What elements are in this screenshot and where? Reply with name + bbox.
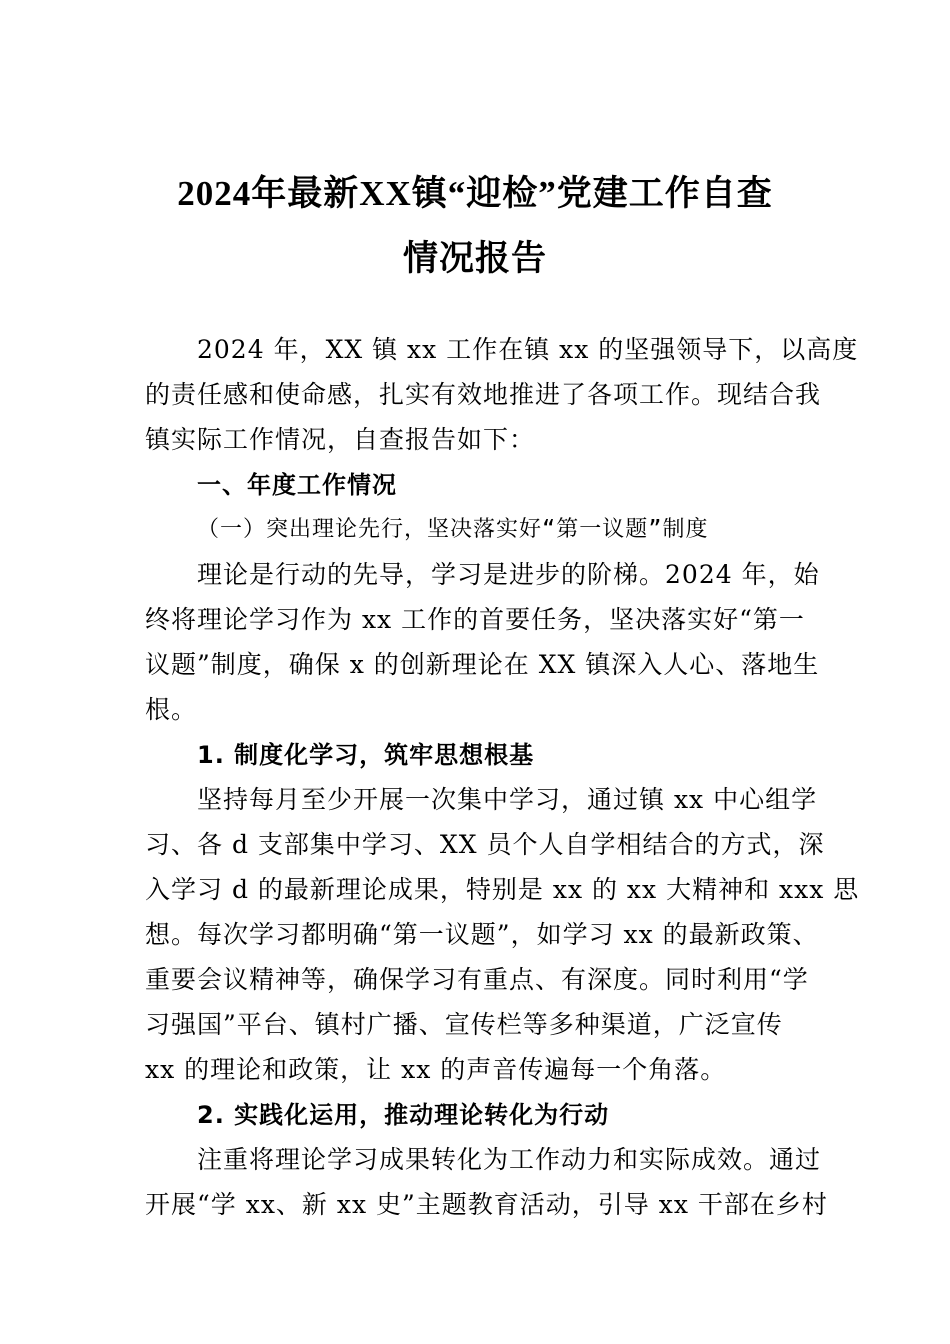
intro-line: 镇实际工作情况，自查报告如下： xyxy=(145,425,536,454)
intro-line: 的责任感和使命感，扎实有效地推进了各项工作。现结合我 xyxy=(145,380,822,409)
paragraph-line: 开展“学 xx、新 xx 史”主题教育活动，引导 xx 干部在乡村 xyxy=(145,1190,828,1219)
document-title-line-1: 2024年最新XX镇“迎检”党建工作自查 xyxy=(177,174,773,213)
document-title-line-2: 情况报告 xyxy=(402,239,547,278)
paragraph-line: 入学习 d 的最新理论成果，特别是 xx 的 xx 大精神和 xxx 思 xyxy=(145,875,860,904)
subsection-heading: （一）突出理论先行，坚决落实好“第一议题”制度 xyxy=(197,517,709,542)
item-heading: 1. 制度化学习，筑牢思想根基 xyxy=(197,741,535,769)
paragraph-line: xx 的理论和政策，让 xx 的声音传遍每一个角落。 xyxy=(145,1055,727,1084)
section-heading: 一、年度工作情况 xyxy=(197,471,397,499)
paragraph-line: 习、各 d 支部集中学习、XX 员个人自学相结合的方式，深 xyxy=(145,830,825,859)
item-heading: 2. 实践化运用，推动理论转化为行动 xyxy=(197,1101,610,1129)
paragraph-line: 习强国”平台、镇村广播、宣传栏等多种渠道，广泛宣传 xyxy=(145,1010,783,1039)
paragraph-line: 理论是行动的先导，学习是进步的阶梯。2024 年，始 xyxy=(197,560,820,589)
paragraph-line: 坚持每月至少开展一次集中学习，通过镇 xx 中心组学 xyxy=(197,785,818,814)
paragraph-line: 根。 xyxy=(145,695,198,724)
paragraph-line: 终将理论学习作为 xx 工作的首要任务，坚决落实好“第一 xyxy=(145,605,805,634)
paragraph-line: 议题”制度，确保 x 的创新理论在 XX 镇深入人心、落地生 xyxy=(145,650,820,679)
intro-line: 2024 年，XX 镇 xx 工作在镇 xx 的坚强领导下，以高度 xyxy=(197,335,859,364)
paragraph-line: 重要会议精神等，确保学习有重点、有深度。同时利用“学 xyxy=(145,965,809,994)
paragraph-line: 想。每次学习都明确“第一议题”，如学习 xx 的最新政策、 xyxy=(145,920,819,949)
paragraph-line: 注重将理论学习成果转化为工作动力和实际成效。通过 xyxy=(197,1145,822,1174)
